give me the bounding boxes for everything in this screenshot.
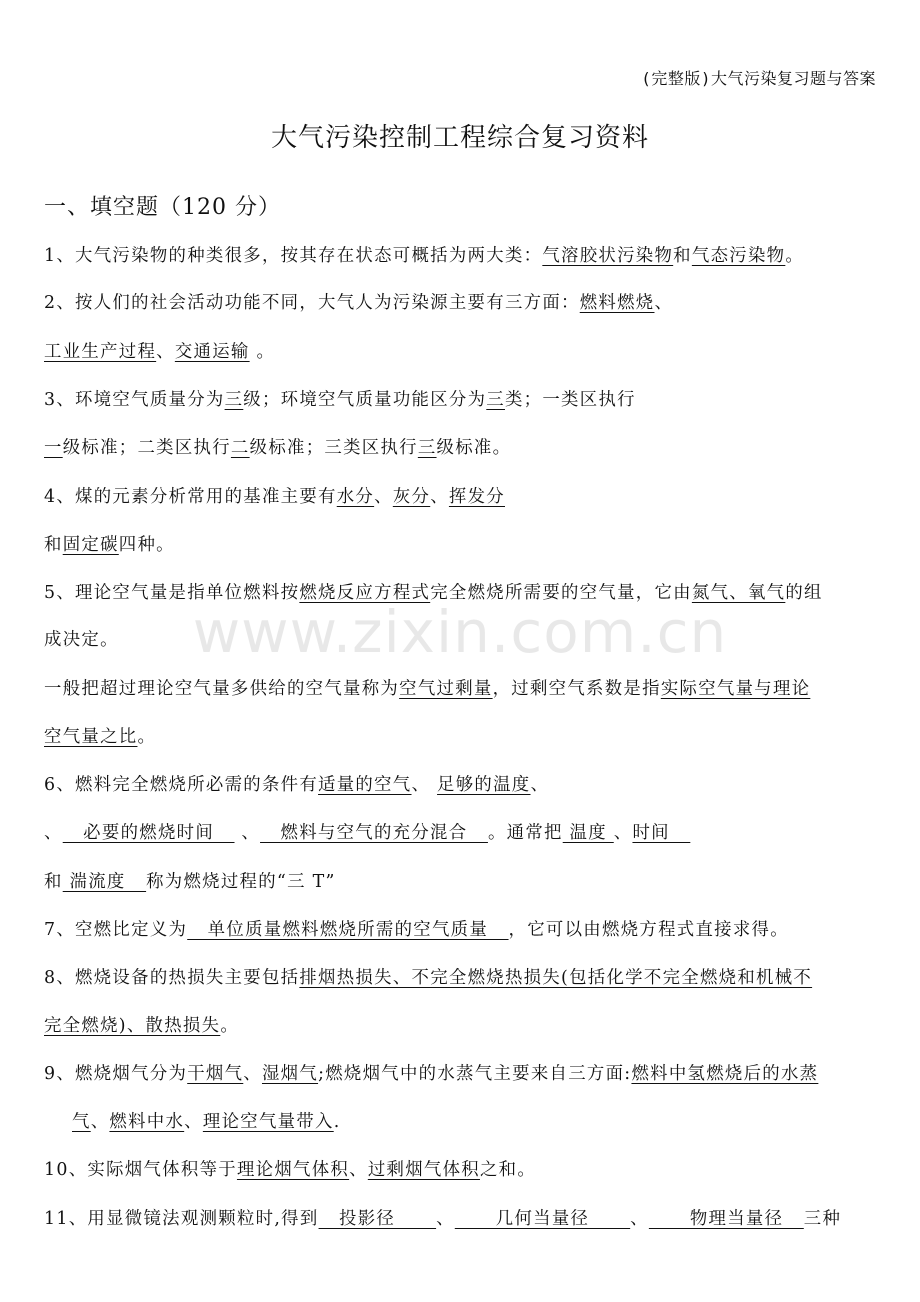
answer-blank: 温度 (562, 823, 614, 843)
answer-blank: 固定碳 (62, 535, 119, 555)
question-8-line-1: 8、燃烧设备的热损失主要包括排烟热损失、不完全燃烧热损失(包括化学不完全燃烧和机械不 (44, 968, 813, 988)
answer-blank: 气溶胶状污染物 (542, 246, 674, 266)
document-header: (完整版)大气污染复习题与答案 (641, 69, 876, 88)
answer-blank: 投影径 (318, 1209, 437, 1229)
answer-blank: 理论烟气体积 (236, 1160, 350, 1180)
answer-blank: 过剩烟气体积 (367, 1160, 480, 1180)
answer-blank: 理论空气量带入 (202, 1112, 334, 1132)
question-3-line-1: 3、环境空气质量分为三级；环境空气质量功能区分为三类；一类区执行 (44, 390, 636, 410)
answer-blank: 交通运输 (174, 342, 250, 362)
answer-blank: 湿烟气 (261, 1064, 319, 1084)
question-9-line-2: 气、燃料中水、理论空气量带入. (72, 1112, 341, 1132)
question-7-line-1: 7、空燃比定义为 单位质量燃料燃烧所需的空气质量 ，它可以由燃烧方程式直接求得。 (44, 920, 789, 940)
question-2-line-2: 工业生产过程、交通运输 。 (44, 342, 276, 362)
answer-blank: 时间 (632, 823, 691, 843)
question-4-line-2: 和固定碳四种。 (44, 535, 175, 555)
answer-blank: 完全燃烧)、散热损失 (44, 1016, 221, 1036)
question-5-line-2: 成决定。 (44, 630, 119, 650)
answer-blank: 一 (44, 438, 63, 458)
question-4-line-1: 4、煤的元素分析常用的基准主要有水分、灰分、挥发分 (44, 487, 505, 507)
answer-blank: 水分 (336, 487, 375, 507)
answer-blank: 湍流度 (62, 872, 147, 892)
answer-blank: 干烟气 (187, 1064, 244, 1084)
answer-blank: 燃料中氢燃烧后的水蒸 (631, 1064, 819, 1084)
question-6-line-1: 6、燃料完全燃烧所必需的条件有适量的空气、 足够的温度、 (44, 775, 550, 795)
answer-blank: 三 (224, 390, 244, 410)
question-3-line-2: 一级标准；二类区执行二级标准；三类区执行三级标准。 (44, 438, 512, 458)
answer-blank: 气态污染物 (691, 246, 786, 266)
question-11-line-1: 11、用显微镜法观测颗粒时,得到 投影径 、 几何当量径 、 物理当量径 三种 (44, 1209, 842, 1229)
answer-blank: 气 (72, 1112, 91, 1132)
answer-blank: 适量的空气 (318, 775, 412, 795)
question-5-line-4: 空气量之比。 (44, 727, 157, 747)
question-10-line-1: 10、实际烟气体积等于理论烟气体积、过剩烟气体积之和。 (44, 1160, 537, 1180)
watermark: www.zixin.com.cn (192, 598, 728, 666)
answer-blank: 燃烧反应方程式 (299, 583, 431, 603)
page-title: 大气污染控制工程综合复习资料 (270, 123, 649, 153)
answer-blank: 二 (230, 438, 250, 458)
answer-blank: 单位质量燃料燃烧所需的空气质量 (187, 920, 509, 940)
answer-blank: 三 (486, 390, 505, 410)
section-heading: 一、填空题（120 分） (44, 195, 281, 220)
question-1-line-1: 1、大气污染物的种类很多，按其存在状态可概括为两大类：气溶胶状污染物和气态污染物。 (44, 246, 805, 266)
answer-blank: 排烟热损失、不完全燃烧热损失(包括化学不完全燃烧和机械不 (299, 968, 813, 988)
answer-blank: 燃料与空气的充分混合 (260, 823, 488, 843)
question-6-line-3: 和 湍流度 称为燃烧过程的“三 T” (44, 872, 336, 892)
answer-blank: 必要的燃烧时间 (62, 823, 235, 843)
answer-blank: 空气过剩量 (399, 679, 493, 699)
question-9-line-1: 9、燃烧烟气分为干烟气、湿烟气;燃烧烟气中的水蒸气主要来自三方面:燃料中氢燃烧后的水蒸 (44, 1064, 819, 1084)
question-5-line-1: 5、理论空气量是指单位燃料按燃烧反应方程式完全燃烧所需要的空气量，它由氮气、氧气的组 (44, 583, 823, 603)
answer-blank: 挥发分 (448, 487, 505, 507)
answer-blank: 物理当量径 (648, 1209, 804, 1229)
answer-blank: 实际空气量与理论 (660, 679, 811, 699)
answer-blank: 足够的温度 (437, 775, 531, 795)
answer-blank: 燃料燃烧 (579, 293, 655, 313)
question-6-line-2: 、 必要的燃烧时间 、 燃料与空气的充分混合 。通常把 温度 、时间 (44, 823, 691, 843)
question-5-line-3: 一般把超过理论空气量多供给的空气量称为空气过剩量，过剩空气系数是指实际空气量与理论 (44, 679, 811, 699)
answer-blank: 空气量之比 (44, 727, 138, 747)
question-2-line-1: 2、按人们的社会活动功能不同，大气人为污染源主要有三方面：燃料燃烧、 (44, 293, 674, 313)
question-8-line-2: 完全燃烧)、散热损失。 (44, 1016, 240, 1036)
answer-blank: 三 (417, 438, 437, 458)
answer-blank: 几何当量径 (454, 1209, 631, 1229)
answer-blank: 灰分 (392, 487, 431, 507)
answer-blank: 燃料中水 (109, 1112, 185, 1132)
answer-blank: 工业生产过程 (44, 342, 157, 362)
answer-blank: 氮气、氧气 (691, 583, 786, 603)
